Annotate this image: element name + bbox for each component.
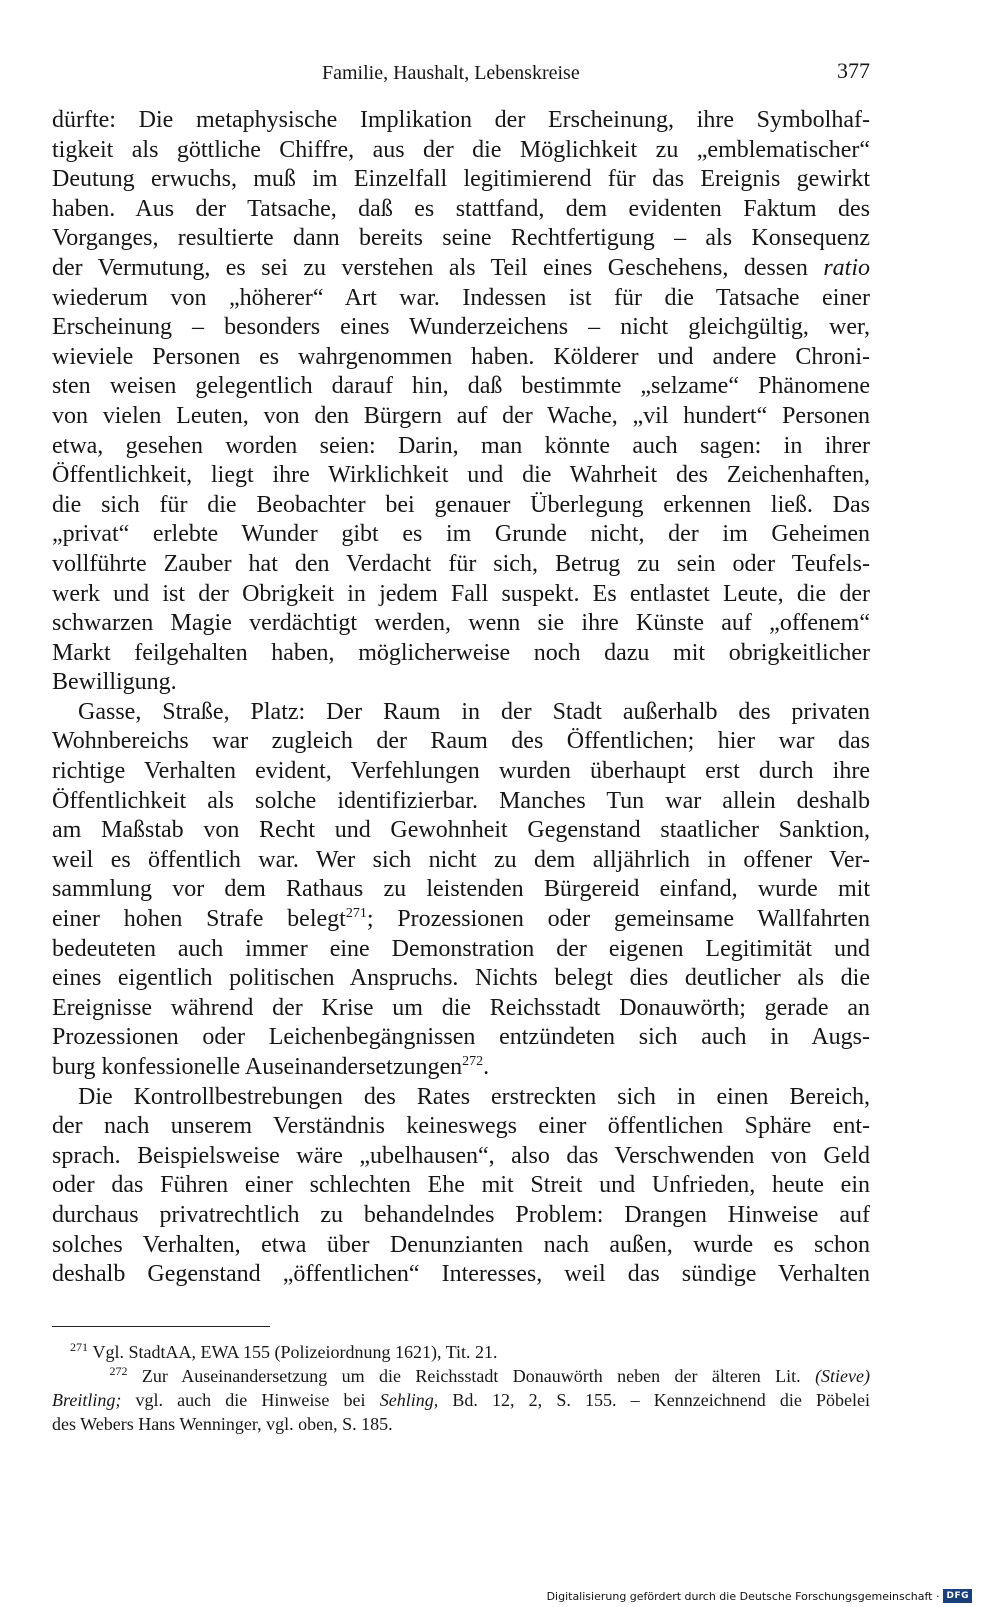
running-header [52,58,870,88]
text-line: Die Kontrollbestrebungen des Rates erstreckten sich in einen Bereich, [78,1083,870,1110]
text-line: sprach. Beispielsweise wäre „ubelhausen“, also das Verschwenden von Geld [52,1142,870,1169]
text-line: dürfte: Die metaphysische Implikation der Erscheinung, ihre Symbolhaf- [52,107,870,133]
text-line: vollführte Zauber hat den Verdacht für sich, Betrug zu sein oder Teufels- [52,550,870,577]
text-line: Prozessionen oder Leichenbegängnissen entzündeten sich auch in Augs- [52,1024,870,1051]
text-line: Wohnbereichs war zugleich der Raum des Öffentlichen; hier war das [52,728,870,755]
dfg-logo: DFG [943,1589,972,1603]
footnote-italic: (Stieve) [815,1366,871,1386]
credit-text: Digitalisierung gefördert durch die Deutsche Forschungsgemeinschaft · [546,1589,940,1603]
text-line: Ereignisse während der Krise um die Reichsstadt Donauwörth; gerade an [52,994,870,1021]
text-line: deshalb Gegenstand „öffentlichen“ Interesses, weil das sündige Verhalten [52,1261,870,1288]
text-fragment: ; Prozessionen oder gemeinsame Wallfahrten [366,906,870,933]
footnote-line [52,1340,870,1364]
text-line: eines eigentlich politischen Anspruchs. Nichts belegt dies deutlicher als die [52,965,870,992]
text-line: Deutung erwuchs, muß im Einzelfall legitimierend für das Ereignis gewirkt [52,166,870,193]
text-line: solches Verhalten, etwa über Denunzianten nach außen, wurde es schon [52,1231,870,1258]
text-line: Bewilligung. [52,669,177,696]
text-line: sammlung vor dem Rathaus zu leistenden Bürgereid einfand, wurde mit [52,876,870,903]
footnotes [52,1340,870,1436]
text-line: werk und ist der Obrigkeit in jedem Fall suspekt. Es entlastet Leute, die der [52,580,870,607]
footnote-number: 272 [109,1364,128,1378]
footnote-line [52,1364,870,1388]
text-line: Gasse, Straße, Platz: Der Raum in der Stadt außerhalb des privaten [78,698,870,725]
footnote-272 [52,1364,870,1436]
footnote-text: Bd. 12, 2, S. 155. – Kennzeichnend die Pöbelei [452,1390,871,1410]
text-fragment: burg konfessionelle Auseinandersetzungen [52,1054,463,1080]
text-line: Öffentlichkeit, liegt ihre Wirklichkeit und die Wahrheit des Zeichenhaften, [52,462,870,489]
footnote-italic: Breitling; [52,1390,122,1410]
text-line: weil es öffentlich war. Wer sich nicht zu dem alljährlich in offener Ver- [52,846,870,873]
text-line: Markt feilgehalten haben, möglicherweise noch dazu mit obrigkeitlicher [52,639,870,666]
footnote-italic: Sehling, [379,1390,439,1410]
text-line: sten weisen gelegentlich darauf hin, daß bestimmte „selzame“ Phänomene [52,373,870,400]
paragraph-1 [52,106,870,698]
text-line: Vorganges, resultierte dann bereits seine Rechtfertigung – als Konsequenz [52,225,870,252]
text-line: „privat“ erlebte Wunder gibt es im Grunde nicht, der im Geheimen [52,521,870,548]
footnote-ref-271[interactable]: 271 [345,906,367,922]
running-title: Familie, Haushalt, Lebenskreise [322,62,580,84]
main-text [52,106,870,1290]
text-line: oder das Führen einer schlechten Ehe mit Streit und Unfrieden, heute ein [52,1172,870,1199]
text-line: durchaus privatrechtlich zu behandelndes Problem: Drangen Hinweise auf [52,1201,870,1228]
text-fragment: der Vermutung, es sei zu verstehen als Teil eines Geschehens, dessen [52,254,824,281]
footnote-line [52,1388,870,1412]
text-line: bedeuteten auch immer eine Demonstration der eigenen Legitimität und [52,935,870,962]
text-line: der nach unserem Verständnis keineswegs einer öffentlichen Sphäre ent- [52,1113,870,1140]
footnote-line: des Webers Hans Wenninger, vgl. oben, S. 185. [52,1414,393,1434]
footnote-separator [52,1326,270,1327]
text-line: wieviele Personen es wahrgenommen haben. Kölderer und andere Chroni- [52,343,870,370]
text-line: schwarzen Magie verdächtigt werden, wenn sie ihre Künste auf „offenem“ [52,610,870,637]
text-line: von vielen Leuten, von den Bürgern auf der Wache, „vil hundert“ Personen [52,402,870,429]
text-fragment: . [483,1054,490,1080]
text-line-with-footnote-271 [52,905,870,935]
page-number: 377 [837,58,870,83]
text-line: richtige Verhalten evident, Verfehlungen wurden überhaupt erst durch ihre [52,758,870,785]
footnote-text: Vgl. StadtAA, EWA 155 (Polizeiordnung 1621), Tit. 21. [92,1342,498,1362]
footnote-text: Zur Auseinandersetzung um die Reichsstadt Donauwörth neben der älteren Lit. [141,1366,801,1386]
text-line: Öffentlichkeit als solche identifizierbar. Manches Tun war allein deshalb [52,787,870,814]
digitization-credit [547,1589,972,1603]
text-line-with-footnote-272 [52,1053,870,1083]
footnote-271 [52,1340,870,1364]
footnote-text: vgl. auch die Hinweise bei [135,1390,366,1410]
text-fragment: einer hohen Strafe belegt [52,906,346,933]
text-line: Erscheinung – besonders eines Wunderzeichens – nicht gleichgültig, wer, [52,314,870,341]
text-line: haben. Aus der Tatsache, daß es stattfand, dem evidenten Faktum des [52,195,870,222]
italic-term: ratio [823,254,870,281]
text-line: wiederum von „höherer“ Art war. Indessen ist für die Tatsache einer [52,284,870,311]
text-line: tigkeit als göttliche Chiffre, aus der die Möglichkeit zu „emblematischer“ [52,136,870,163]
paragraph-3 [52,1083,870,1290]
footnote-ref-272[interactable]: 272 [462,1054,484,1069]
text-line-ratio [52,254,870,284]
footnote-number: 271 [70,1340,88,1354]
text-line: die sich für die Beobachter bei genauer Überlegung erkennen ließ. Das [52,491,870,518]
text-line: am Maßstab von Recht und Gewohnheit Gegenstand staatlicher Sanktion, [52,817,870,844]
paragraph-2 [52,698,870,1083]
text-line: etwa, gesehen worden seien: Darin, man könnte auch sagen: in ihrer [52,432,870,459]
